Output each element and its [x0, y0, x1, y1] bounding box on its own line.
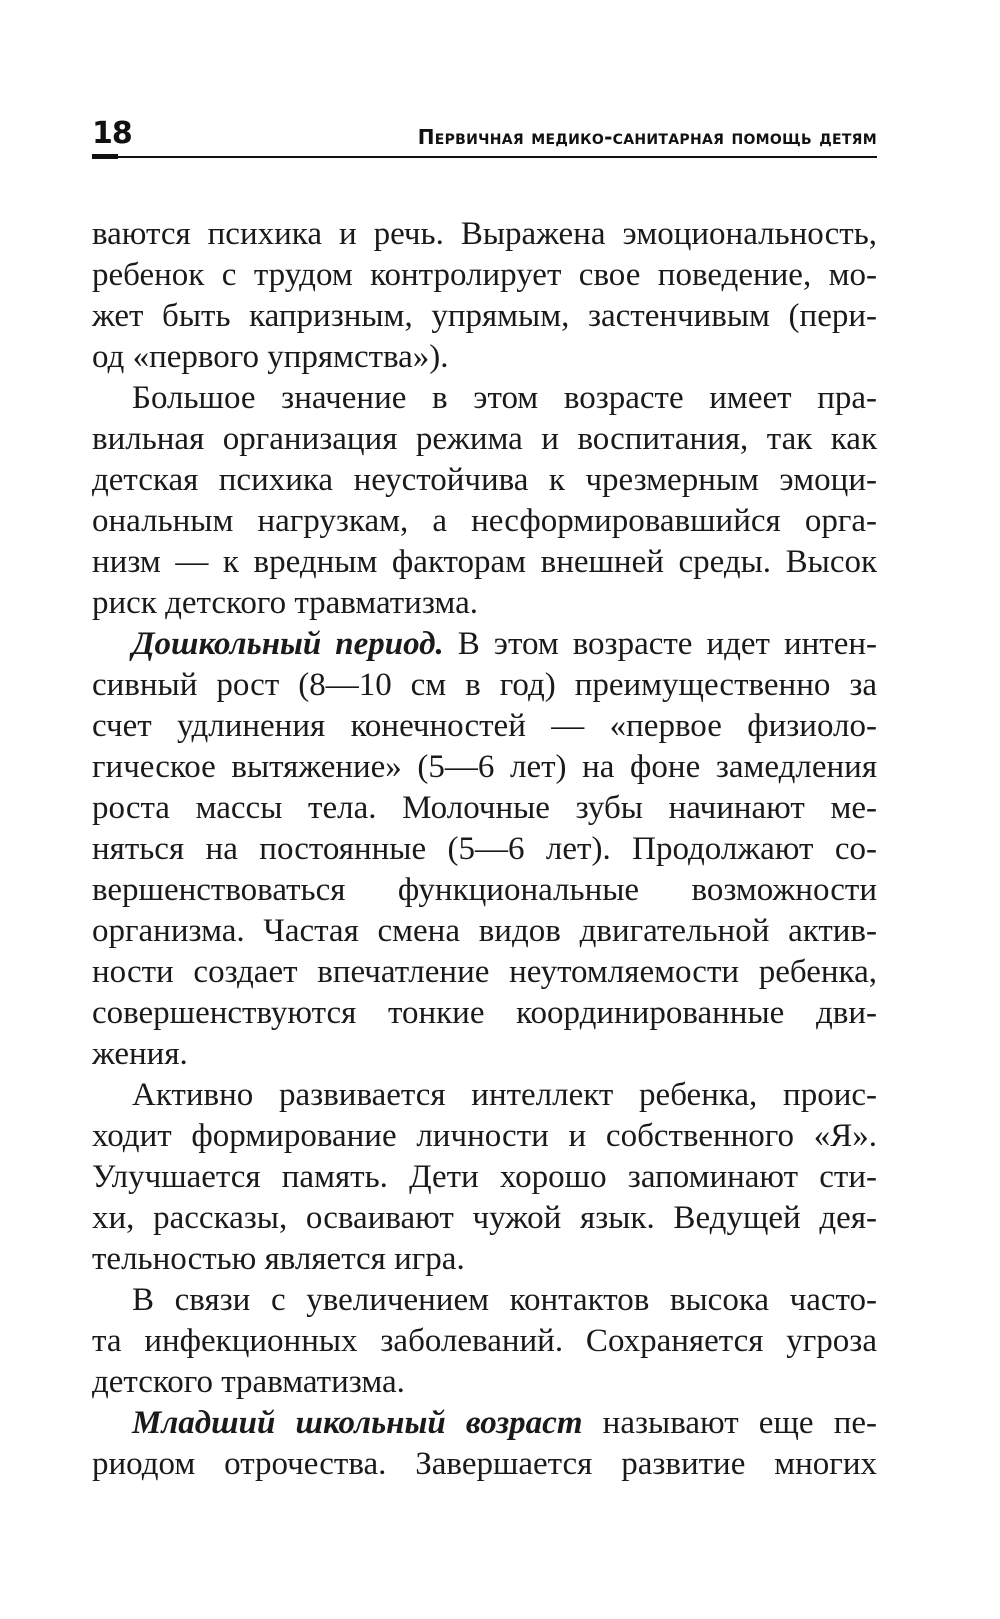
text-line: счет удлинения конечностей — «первое физиоло-	[92, 708, 877, 744]
term-preschool-period: Дошкольный период.	[132, 626, 444, 662]
page-number: 18	[92, 116, 132, 151]
text-line: та инфекционных заболеваний. Сохраняется угроза	[92, 1323, 877, 1359]
page-header	[92, 112, 877, 160]
text-line: ональным нагрузкам, а несформировавшийся орга-	[92, 503, 877, 539]
text-line: сивный рост (8—10 см в год) преимущественно за	[92, 667, 877, 703]
running-title: Первичная медико-санитарная помощь детям	[417, 125, 877, 149]
text-line: организма. Частая смена видов двигательной актив-	[92, 913, 877, 949]
text-line: Улучшается память. Дети хорошо запоминают сти-	[92, 1159, 877, 1195]
header-rule-accent	[92, 154, 118, 159]
text-line: риодом отрочества. Завершается развитие многих	[92, 1446, 877, 1482]
text-line: низм — к вредным факторам внешней среды. Высок	[92, 544, 877, 580]
text-line: роста массы тела. Молочные зубы начинают ме-	[92, 790, 877, 826]
text-line: детская психика неустойчива к чрезмерным эмоци-	[92, 462, 877, 498]
text-line: ности создает впечатление неутомляемости ребенка,	[92, 954, 877, 990]
text-line: совершенствуются тонкие координированные дви-	[92, 995, 877, 1031]
term-junior-school-age: Младший школьный возраст	[132, 1405, 583, 1441]
paragraph-5	[92, 1280, 877, 1403]
paragraph-1	[92, 214, 877, 378]
text-line-rest: называют еще пе-	[582, 1405, 877, 1441]
text-line: детского травматизма.	[92, 1364, 405, 1400]
text-line: хи, рассказы, осваивают чужой язык. Ведущей дея-	[92, 1200, 877, 1236]
text-line: вильная организация режима и воспитания, так как	[92, 421, 877, 457]
text-line	[92, 624, 877, 665]
text-line: жет быть капризным, упрямым, застенчивым (пери-	[92, 298, 877, 334]
text-line: жения.	[92, 1036, 188, 1072]
paragraph-junior-school-age	[92, 1403, 877, 1485]
text-line: ребенок с трудом контролирует свое поведение, мо-	[92, 257, 877, 293]
text-line: вершенствоваться функциональные возможности	[92, 872, 877, 908]
header-rule	[92, 156, 877, 158]
text-line: риск детского травматизма.	[92, 585, 478, 621]
text-line: Активно развивается интеллект ребенка, проис-	[132, 1077, 877, 1113]
text-line: од «первого упрямства»).	[92, 339, 449, 375]
text-line: ходит формирование личности и собственного «Я».	[92, 1118, 877, 1154]
paragraph-4	[92, 1075, 877, 1280]
text-line: няться на постоянные (5—6 лет). Продолжают со-	[92, 831, 877, 867]
text-line: В связи с увеличением контактов высока часто-	[132, 1282, 877, 1318]
paragraph-2	[92, 378, 877, 624]
body-text	[92, 214, 877, 1485]
text-line: гическое вытяжение» (5—6 лет) на фоне замедления	[92, 749, 877, 785]
text-line: Большое значение в этом возрасте имеет пра-	[132, 380, 877, 416]
text-line	[92, 1403, 877, 1444]
text-line: ваются психика и речь. Выражена эмоциональность,	[92, 216, 877, 252]
text-line: тельностью является игра.	[92, 1241, 465, 1277]
text-line-rest: В этом возрасте идет интен-	[443, 626, 877, 662]
paragraph-preschool-period	[92, 624, 877, 1075]
